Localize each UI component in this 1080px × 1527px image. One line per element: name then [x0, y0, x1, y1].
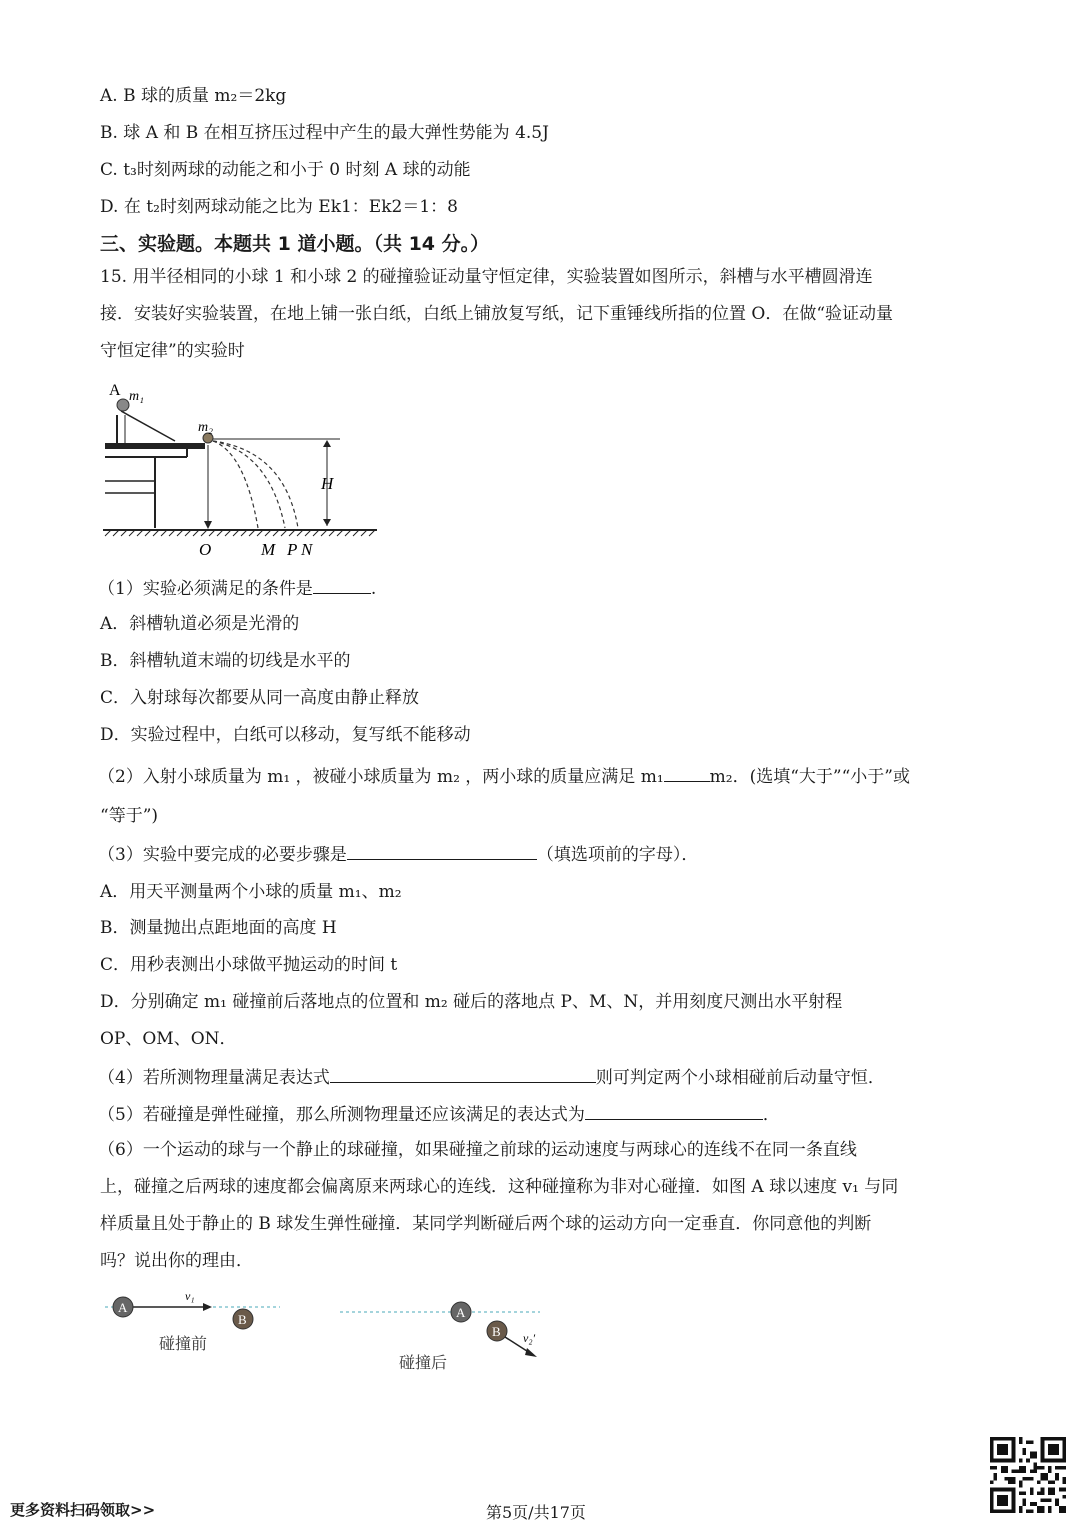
option-a: A. B 球的质量 m₂＝2kg	[100, 86, 287, 106]
v1-label: v₁	[185, 1289, 195, 1303]
label-h: H	[321, 474, 334, 493]
after-label: 碰撞后	[399, 1355, 448, 1372]
option-d: D. 在 t₂时刻两球动能之比为 Ek1：Ek2＝1：8	[100, 197, 458, 217]
collision-before-diagram	[95, 1285, 295, 1360]
q15-part1-option-c: C．入射球每次都要从同一高度由静止释放	[100, 688, 420, 708]
label-m2: m₂	[198, 420, 213, 435]
q15-part6-line-2: 上，碰撞之后两球的速度都会偏离原来两球心的连线．这种碰撞称为非对心碰撞．如图 A 球以速度 v₁ 与同	[100, 1177, 899, 1197]
ball-b-after-label: B	[492, 1324, 501, 1339]
q15-stem-line-3: 守恒定律”的实验时	[100, 341, 245, 361]
label-p: P	[287, 540, 298, 559]
q15-part5: （5）若碰撞是弹性碰撞，那么所测物理量还应该满足的表达式为 ．	[98, 1105, 780, 1125]
ball-m1	[117, 399, 129, 411]
answer-blank-3[interactable]	[347, 843, 537, 860]
label-n: N	[301, 540, 313, 559]
q15-part4: （4）若所测物理量满足表达式 则可判定两个小球相碰前后动量守恒．	[98, 1068, 885, 1088]
q15-part3-option-d-line-1: D．分别确定 m₁ 碰撞前后落地点的位置和 m₂ 碰后的落地点 P、M、N，并用刻度尺测出水平射程	[100, 992, 843, 1012]
q15-part3-option-b: B．测量抛出点距地面的高度 H	[100, 918, 337, 938]
label-m1: m₁	[129, 389, 144, 404]
q15-part6-line-3: 样质量且处于静止的 B 球发生弹性碰撞．某同学判断碰后两个球的运动方向一定垂直．你同意他的判断	[100, 1214, 872, 1234]
q15-part2-line-1: （2）入射小球质量为 m₁ ，被碰小球质量为 m₂ ，两小球的质量应满足 m₁ m₂．(选填“大于”“小于”或	[98, 767, 910, 787]
ball-a-after-label: A	[456, 1305, 466, 1320]
answer-blank-5[interactable]	[585, 1103, 763, 1120]
q15-part1-option-d: D．实验过程中，白纸可以移动，复写纸不能移动	[100, 725, 471, 745]
ball-b-label: B	[238, 1312, 247, 1327]
option-b: B. 球 A 和 B 在相互挤压过程中产生的最大弹性势能为 4.5J	[100, 123, 549, 143]
q15-part6-line-4: 吗？说出你的理由．	[100, 1251, 253, 1271]
q15-part1-prompt: （1）实验必须满足的条件是 .	[98, 579, 377, 599]
scan-link[interactable]: 更多资料扫码领取>>	[10, 1501, 156, 1519]
label-m: M	[261, 540, 276, 559]
label-o: O	[199, 540, 212, 559]
q15-stem-line-1: 15. 用半径相同的小球 1 和小球 2 的碰撞验证动量守恒定律，实验装置如图所示，斜槽与水平槽圆滑连	[100, 267, 873, 287]
before-label: 碰撞前	[159, 1336, 208, 1353]
answer-blank-2[interactable]	[664, 765, 710, 782]
q15-part1-option-a: A．斜槽轨道必须是光滑的	[100, 614, 300, 634]
answer-blank-4[interactable]	[330, 1066, 596, 1083]
q15-part3-option-c: C．用秒表测出小球做平抛运动的时间 t	[100, 955, 398, 975]
q15-part6-line-1: （6）一个运动的球与一个静止的球碰撞，如果碰撞之前球的运动速度与两球心的连线不在同一条直线	[98, 1140, 857, 1160]
collision-after-diagram	[335, 1295, 545, 1380]
option-c: C. t₃时刻两球的动能之和小于 0 时刻 A 球的动能	[100, 160, 471, 180]
v2-label: v₂′	[523, 1331, 536, 1345]
q15-part2-line-2: “等于”)	[100, 806, 159, 826]
q15-part3-option-d-line-2: OP、OM、ON．	[100, 1029, 237, 1049]
section-title: 三、实验题。本题共 1 道小题。（共 14 分。）	[100, 233, 490, 255]
ball-a-label: A	[118, 1300, 128, 1315]
q15-part3-prompt: （3）实验中要完成的必要步骤是 （填选项前的字母）．	[98, 845, 699, 865]
q15-stem-line-2: 接．安装好实验装置，在地上铺一张白纸，白纸上铺放复写纸，记下重锤线所指的位置 O．在做“验证动量	[100, 304, 894, 324]
label-a: A	[109, 382, 121, 399]
qr-code-icon	[990, 1437, 1066, 1513]
q15-part3-option-a: A．用天平测量两个小球的质量 m₁、m₂	[100, 882, 402, 902]
q15-part1-option-b: B．斜槽轨道末端的切线是水平的	[100, 651, 351, 671]
answer-blank-1[interactable]	[313, 577, 371, 594]
page-number: 第5页/共17页	[486, 1503, 586, 1522]
apparatus-diagram	[95, 375, 390, 565]
